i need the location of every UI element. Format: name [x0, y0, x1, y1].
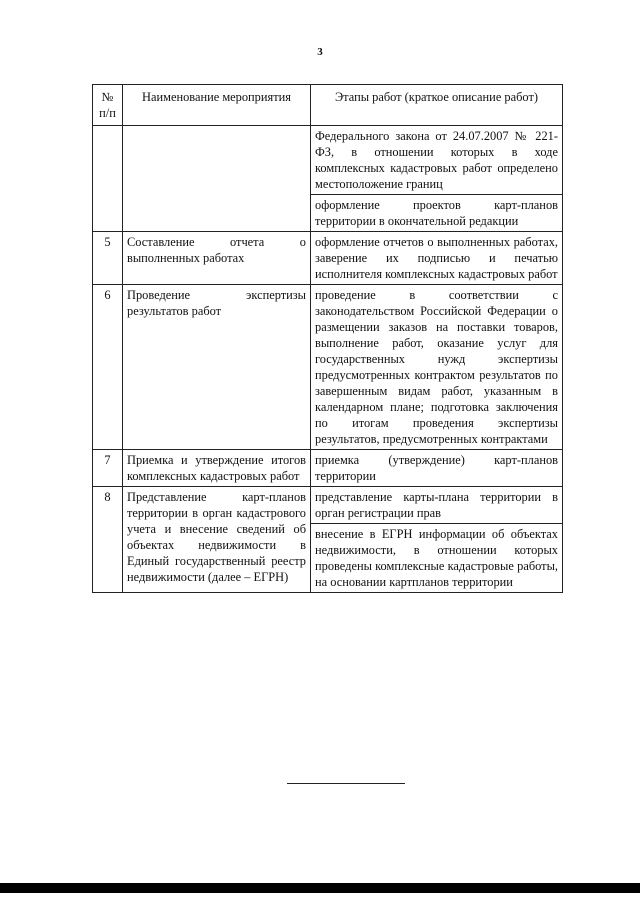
row-number: 6	[93, 285, 123, 450]
table-header-row	[93, 85, 563, 126]
row-activity-name: Проведение экспертизы результатов работ	[123, 285, 311, 450]
row-stage: проведение в соответствии с законодательством Российской Федерации о размещении заказов на поставки товаров, выполнение работ, оказание услуг для государственных нужд экспертизы предусмотренных контрактом результатов по завершенным видам работ, указанным в календарном плане; подготовка заключения по итогам проведения экспертизы результатов, предусмотренных контрактами	[311, 285, 563, 450]
row-stage: приемка (утверждение) карт-планов территории	[311, 450, 563, 487]
row-activity-name: Составление отчета о выполненных работах	[123, 232, 311, 285]
header-work-stages: Этапы работ (краткое описание работ)	[311, 85, 563, 126]
row-activity-name: Приемка и утверждение итогов комплексных кадастровых работ	[123, 450, 311, 487]
footer-rule	[287, 783, 405, 784]
header-activity-name: Наименование мероприятия	[123, 85, 311, 126]
row-stage: Федерального закона от 24.07.2007 № 221-ФЗ, в отношении которых в ходе комплексных кадастровых работ определено местоположение границ	[311, 126, 563, 195]
row-number: 8	[93, 487, 123, 593]
table-row	[93, 126, 563, 195]
table-row	[93, 232, 563, 285]
row-activity-name	[123, 126, 311, 232]
scan-edge-bar	[0, 883, 640, 893]
row-activity-name: Представление карт-планов территории в орган кадастрового учета и внесение сведений об объектах недвижимости в Единый государственный реестр недвижимости (далее – ЕГРН)	[123, 487, 311, 593]
row-stage: внесение в ЕГРН информации об объектах недвижимости, в отношении которых проведены комплексные кадастровые работы, на основании картпланов территории	[311, 524, 563, 593]
row-stage: оформление отчетов о выполненных работах, заверение их подписью и печатью исполнителя комплексных кадастровых работ	[311, 232, 563, 285]
row-stage: оформление проектов карт-планов территории в окончательной редакции	[311, 195, 563, 232]
row-number: 5	[93, 232, 123, 285]
page-number: 3	[317, 46, 323, 58]
row-number: 7	[93, 450, 123, 487]
table-row	[93, 487, 563, 524]
row-stage: представление карты-плана территории в орган регистрации прав	[311, 487, 563, 524]
table-row	[93, 450, 563, 487]
works-table	[92, 84, 563, 593]
table-row	[93, 285, 563, 450]
header-number: № п/п	[93, 85, 123, 126]
row-number	[93, 126, 123, 232]
